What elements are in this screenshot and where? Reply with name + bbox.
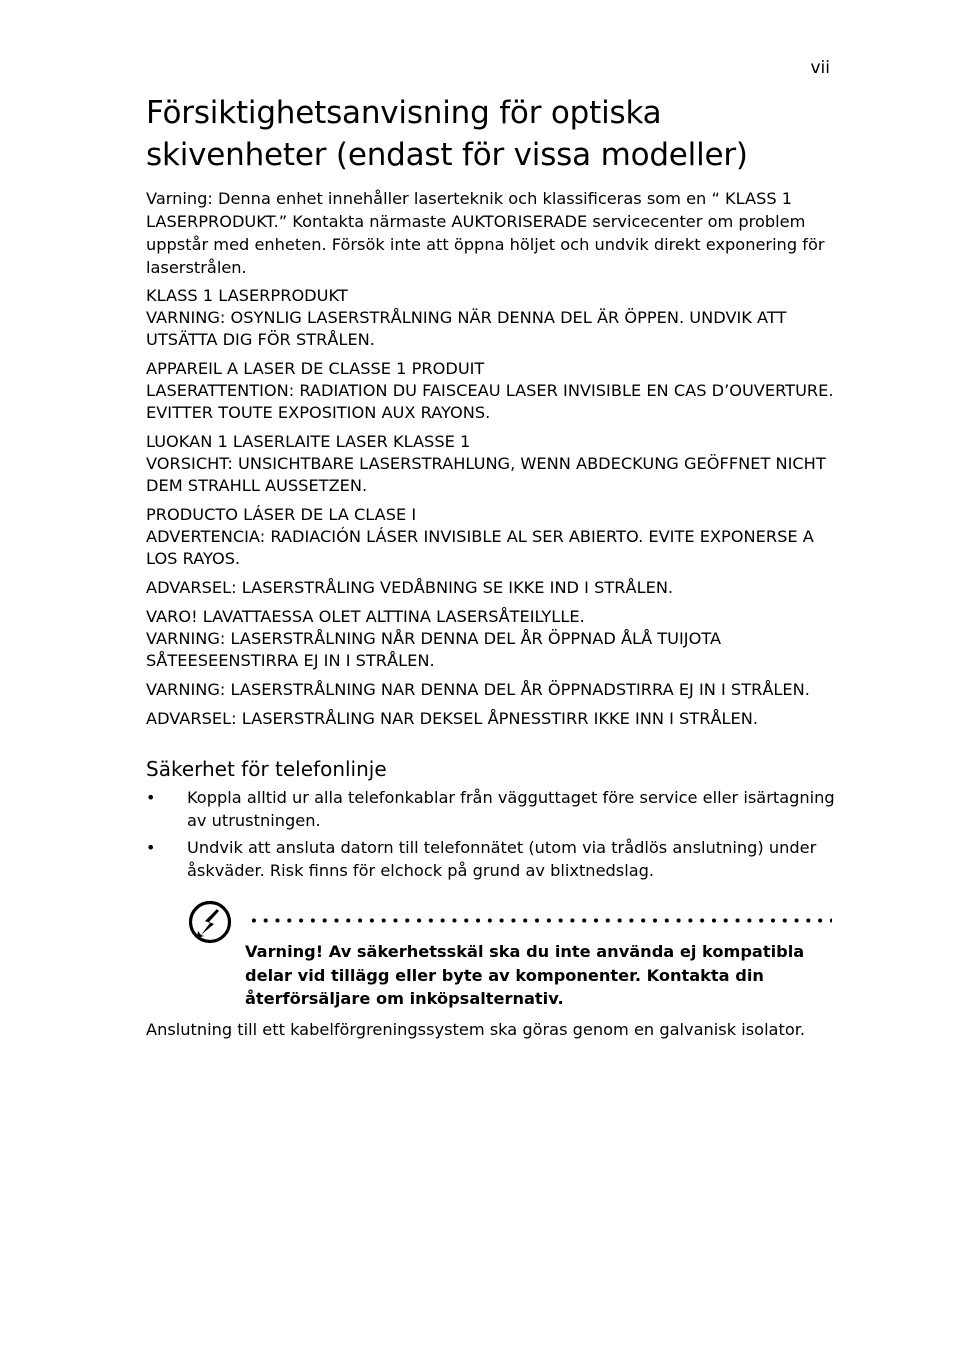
warning-block-fr	[146, 358, 836, 424]
bullet-icon: •	[146, 838, 156, 857]
warning-line: KLASS 1 LASERPRODUKT	[146, 286, 348, 305]
warning-line: PRODUCTO LÁSER DE LA CLASE I	[146, 505, 417, 524]
warning-line: VORSICHT: UNSICHTBARE LASERSTRAHLUNG, WENN ABDECKUNG GEÖFFNET NICHT DEM STRAHLL AUSSETZEN.	[146, 454, 826, 495]
warning-line: ADVERTENCIA: RADIACIÓN LÁSER INVISIBLE AL SER ABIERTO. EVITE EXPONERSE A LOS RAYOS.	[146, 527, 814, 568]
warning-block-de	[146, 431, 836, 497]
warning-line: VARNING: LASERSTRÅLNING NAR DENNA DEL ÅR ÖPPNADSTIRRA EJ IN I STRÅLEN.	[146, 680, 810, 699]
main-content	[146, 92, 836, 1057]
bullet-icon: •	[146, 788, 156, 807]
warning-notice	[146, 900, 836, 1018]
warning-line: ADVARSEL: LASERSTRÅLING NAR DEKSEL ÅPNESSTIRR IKKE INN I STRÅLEN.	[146, 709, 759, 728]
warning-line: LASERATTENTION: RADIATION DU FAISCEAU LASER INVISIBLE EN CAS D’OUVERTURE. EVITTER TOUTE EXPOSITION AUX RAYONS.	[146, 381, 834, 422]
warning-block-no	[146, 708, 836, 730]
warning-block-da	[146, 577, 836, 599]
page-title-line-2: skivenheter (endast för vissa modeller)	[146, 137, 748, 173]
list-item-text: Koppla alltid ur alla telefonkablar från vägguttaget före service eller isärtagning av utrustningen.	[187, 788, 835, 830]
page-number: vii	[810, 58, 830, 78]
list-item	[146, 786, 836, 832]
warning-block-sv	[146, 285, 836, 351]
page-title-line-1: Försiktighetsanvisning för optiska	[146, 95, 662, 131]
warning-line: VARNING: LASERSTRÅLNING NÅR DENNA DEL ÅR ÖPPNAD ÅLÅ TUIJOTA SÅTEESEENSTIRRA EJ IN I STRÅLEN.	[146, 629, 722, 670]
page-title	[146, 92, 836, 176]
section-heading: Säkerhet för telefonlinje	[146, 757, 387, 781]
intro-paragraph: Varning: Denna enhet innehåller laserteknik och klassificeras som en “ KLASS 1 LASERPRODUKT.” Kontakta närmaste AUKTORISERADE servicecenter om problem uppstår med enheten. Försök inte att öppna höljet och undvik direkt exponering för laserstrålen.	[146, 189, 825, 277]
warning-block-es	[146, 504, 836, 570]
dotted-divider	[248, 918, 832, 923]
closing-paragraph: Anslutning till ett kabelförgreningssystem ska göras genom en galvanisk isolator.	[146, 1020, 806, 1039]
warning-line: ADVARSEL: LASERSTRÅLING VEDÅBNING SE IKKE IND I STRÅLEN.	[146, 578, 674, 597]
list-item-text: Undvik att ansluta datorn till telefonnätet (utom via trådlös anslutning) under åskväder. Risk finns för elchock på grund av blixtnedslag.	[187, 838, 817, 880]
warning-line: APPAREIL A LASER DE CLASSE 1 PRODUIT	[146, 359, 485, 378]
warning-block-fi	[146, 606, 836, 672]
lightning-warning-icon	[188, 900, 232, 944]
bullet-list	[146, 786, 836, 882]
notice-text: Varning! Av säkerhetsskäl ska du inte använda ej kompatibla delar vid tillägg eller byte av komponenter. Kontakta din återförsäljare om inköpsalternativ.	[245, 942, 805, 1008]
warning-line: VARO! LAVATTAESSA OLET ALTTINA LASERSÅTEILYLLE.	[146, 607, 585, 626]
warning-line: VARNING: OSYNLIG LASERSTRÅLNING NÄR DENNA DEL ÄR ÖPPEN. UNDVIK ATT UTSÄTTA DIG FÖR STRÅLEN.	[146, 308, 787, 349]
warning-line: LUOKAN 1 LASERLAITE LASER KLASSE 1	[146, 432, 471, 451]
laser-warnings	[146, 285, 836, 730]
list-item	[146, 836, 836, 882]
warning-block-sv-2	[146, 679, 836, 701]
